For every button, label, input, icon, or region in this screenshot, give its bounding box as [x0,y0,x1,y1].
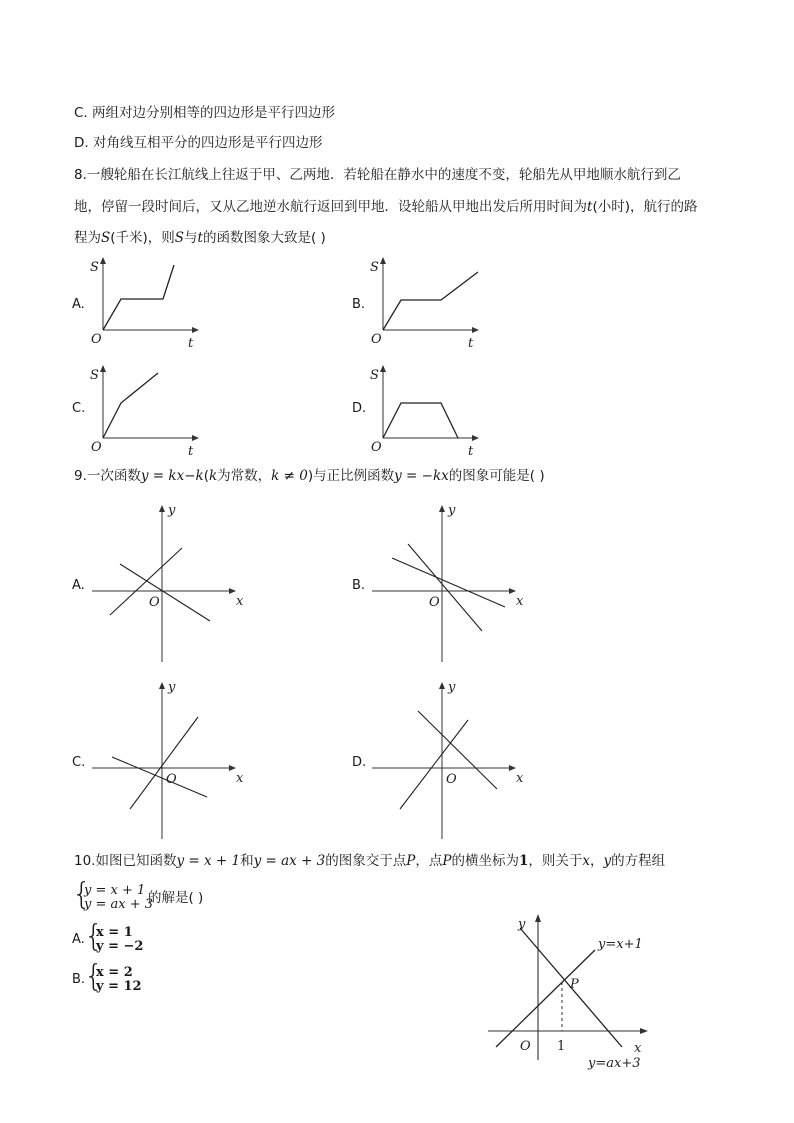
axis-y-label: y [168,503,176,518]
q10-system-eq1: y = x + 1 [84,883,146,898]
graph-line [103,373,158,438]
x-axis-arrow [472,435,479,441]
q10-system-brace: { [72,877,92,912]
x-axis-arrow [509,765,516,771]
q10-stem: 10.如图已知函数y = x + 1和y = ax + 3的图象交于点P，点P的横坐标为1，则关于x，y的方程组 [74,853,666,869]
y-axis-arrow [380,257,386,264]
q10-option-a-eq1: x = 1 [96,925,133,940]
q9-graph-d [370,677,540,847]
origin-label: O [371,332,382,347]
axis-x-label: t [188,444,194,459]
q10-option-b-label: B. [72,972,86,987]
axis-y-label: S [370,260,379,275]
q10-option-b-brace: { [84,959,104,994]
line-y-minus-kx [392,558,505,607]
q8-option-c-label: C. [72,401,86,416]
q9-graph-a [90,500,260,670]
axis-y-label: y [518,917,526,932]
origin-label: O [149,595,160,610]
q10-figure [480,910,680,1075]
axis-x-label: x [236,771,244,786]
y-axis-arrow [439,682,445,689]
axis-x-label: t [468,444,474,459]
origin-label: O [520,1039,531,1054]
q8-line-1: 8.一艘轮船在长江航线上往返于甲、乙两地．若轮船在静水中的速度不变，轮船先从甲地顺水航行到乙 [74,167,681,183]
q8-option-a-label: A. [72,297,85,312]
axis-x-label: x [516,771,524,786]
x-axis-arrow [192,327,199,333]
q9-option-c-label: C. [72,755,86,770]
origin-label: O [371,440,382,455]
q8-graph-b [368,255,488,350]
q8-graph-d [368,363,488,458]
q10-system-eq2: y = ax + 3 [84,897,154,912]
x-axis-arrow [509,588,516,594]
q9-option-b-label: B. [352,578,366,593]
y-axis-arrow [535,914,541,922]
q8-graph-a [88,255,208,350]
line-y-minus-kx [112,757,207,797]
q10-option-b-eq1: x = 2 [96,965,133,980]
y-axis-arrow [159,505,165,512]
q8-graph-c [88,363,208,458]
line-y-kx-minus-k [110,548,182,615]
axis-x-label: x [516,594,524,609]
q8-line-3: 程为S(千米)，则S与t的函数图象大致是( ) [74,230,326,246]
q10-option-b-eq2: y = 12 [96,979,142,994]
tick-one-label: 1 [557,1039,566,1054]
axis-y-label: y [448,503,456,518]
y-axis-arrow [100,257,106,264]
line-y-minus-kx [418,711,497,789]
origin-label: O [166,772,177,787]
origin-label: O [446,772,457,787]
axis-x-label: x [236,594,244,609]
q7-option-d: D. 对角线互相平分的四边形是平行四边形 [74,135,323,151]
axis-y-label: S [90,368,99,383]
q10-option-a-brace: { [84,919,104,954]
y-axis-arrow [439,505,445,512]
x-axis-arrow [472,327,479,333]
q7-option-c: C. 两组对边分别相等的四边形是平行四边形 [74,105,336,121]
axis-y-label: y [168,680,176,695]
point-p-label: P [570,977,579,992]
q10-option-a-label: A. [72,932,85,947]
q10-option-a-eq2: y = −2 [96,939,144,954]
y-axis-arrow [380,365,386,372]
axis-x-label: x [634,1041,642,1056]
q9-option-d-label: D. [352,755,367,770]
q8-option-b-label: B. [352,297,366,312]
q10-system-tail: 的解是( ) [148,890,204,906]
label-y-x-plus-1: y=x+1 [598,937,643,952]
graph-line [103,265,174,330]
x-axis-arrow [192,435,199,441]
graph-line [383,272,478,330]
axis-y-label: S [90,260,99,275]
axis-y-label: y [448,680,456,695]
axis-x-label: t [468,336,474,351]
x-axis-arrow [229,765,236,771]
label-y-ax-plus-3: y=ax+3 [588,1056,641,1071]
y-axis-arrow [100,365,106,372]
q9-graph-b [370,500,540,670]
origin-label: O [91,440,102,455]
line-y-kx-minus-k [130,717,198,809]
q8-option-d-label: D. [352,401,367,416]
axis-y-label: S [370,368,379,383]
x-axis-arrow [640,1028,648,1034]
origin-label: O [91,332,102,347]
y-axis-arrow [159,682,165,689]
axis-x-label: t [188,336,194,351]
graph-line [383,403,458,438]
q9-stem: 9.一次函数y = kx−k(k为常数，k ≠ 0)与正比例函数y = −kx的图象可能是( ) [74,468,545,484]
q9-option-a-label: A. [72,578,85,593]
q9-graph-c [90,677,260,847]
q8-line-2: 地，停留一段时间后，又从乙地逆水航行返回到甲地．设轮船从甲地出发后所用时间为t(小时)，航行的路 [74,199,698,215]
x-axis-arrow [229,588,236,594]
origin-label: O [429,595,440,610]
line-y-kx-minus-k [400,720,468,809]
line-y-kx-minus-k [408,544,482,631]
